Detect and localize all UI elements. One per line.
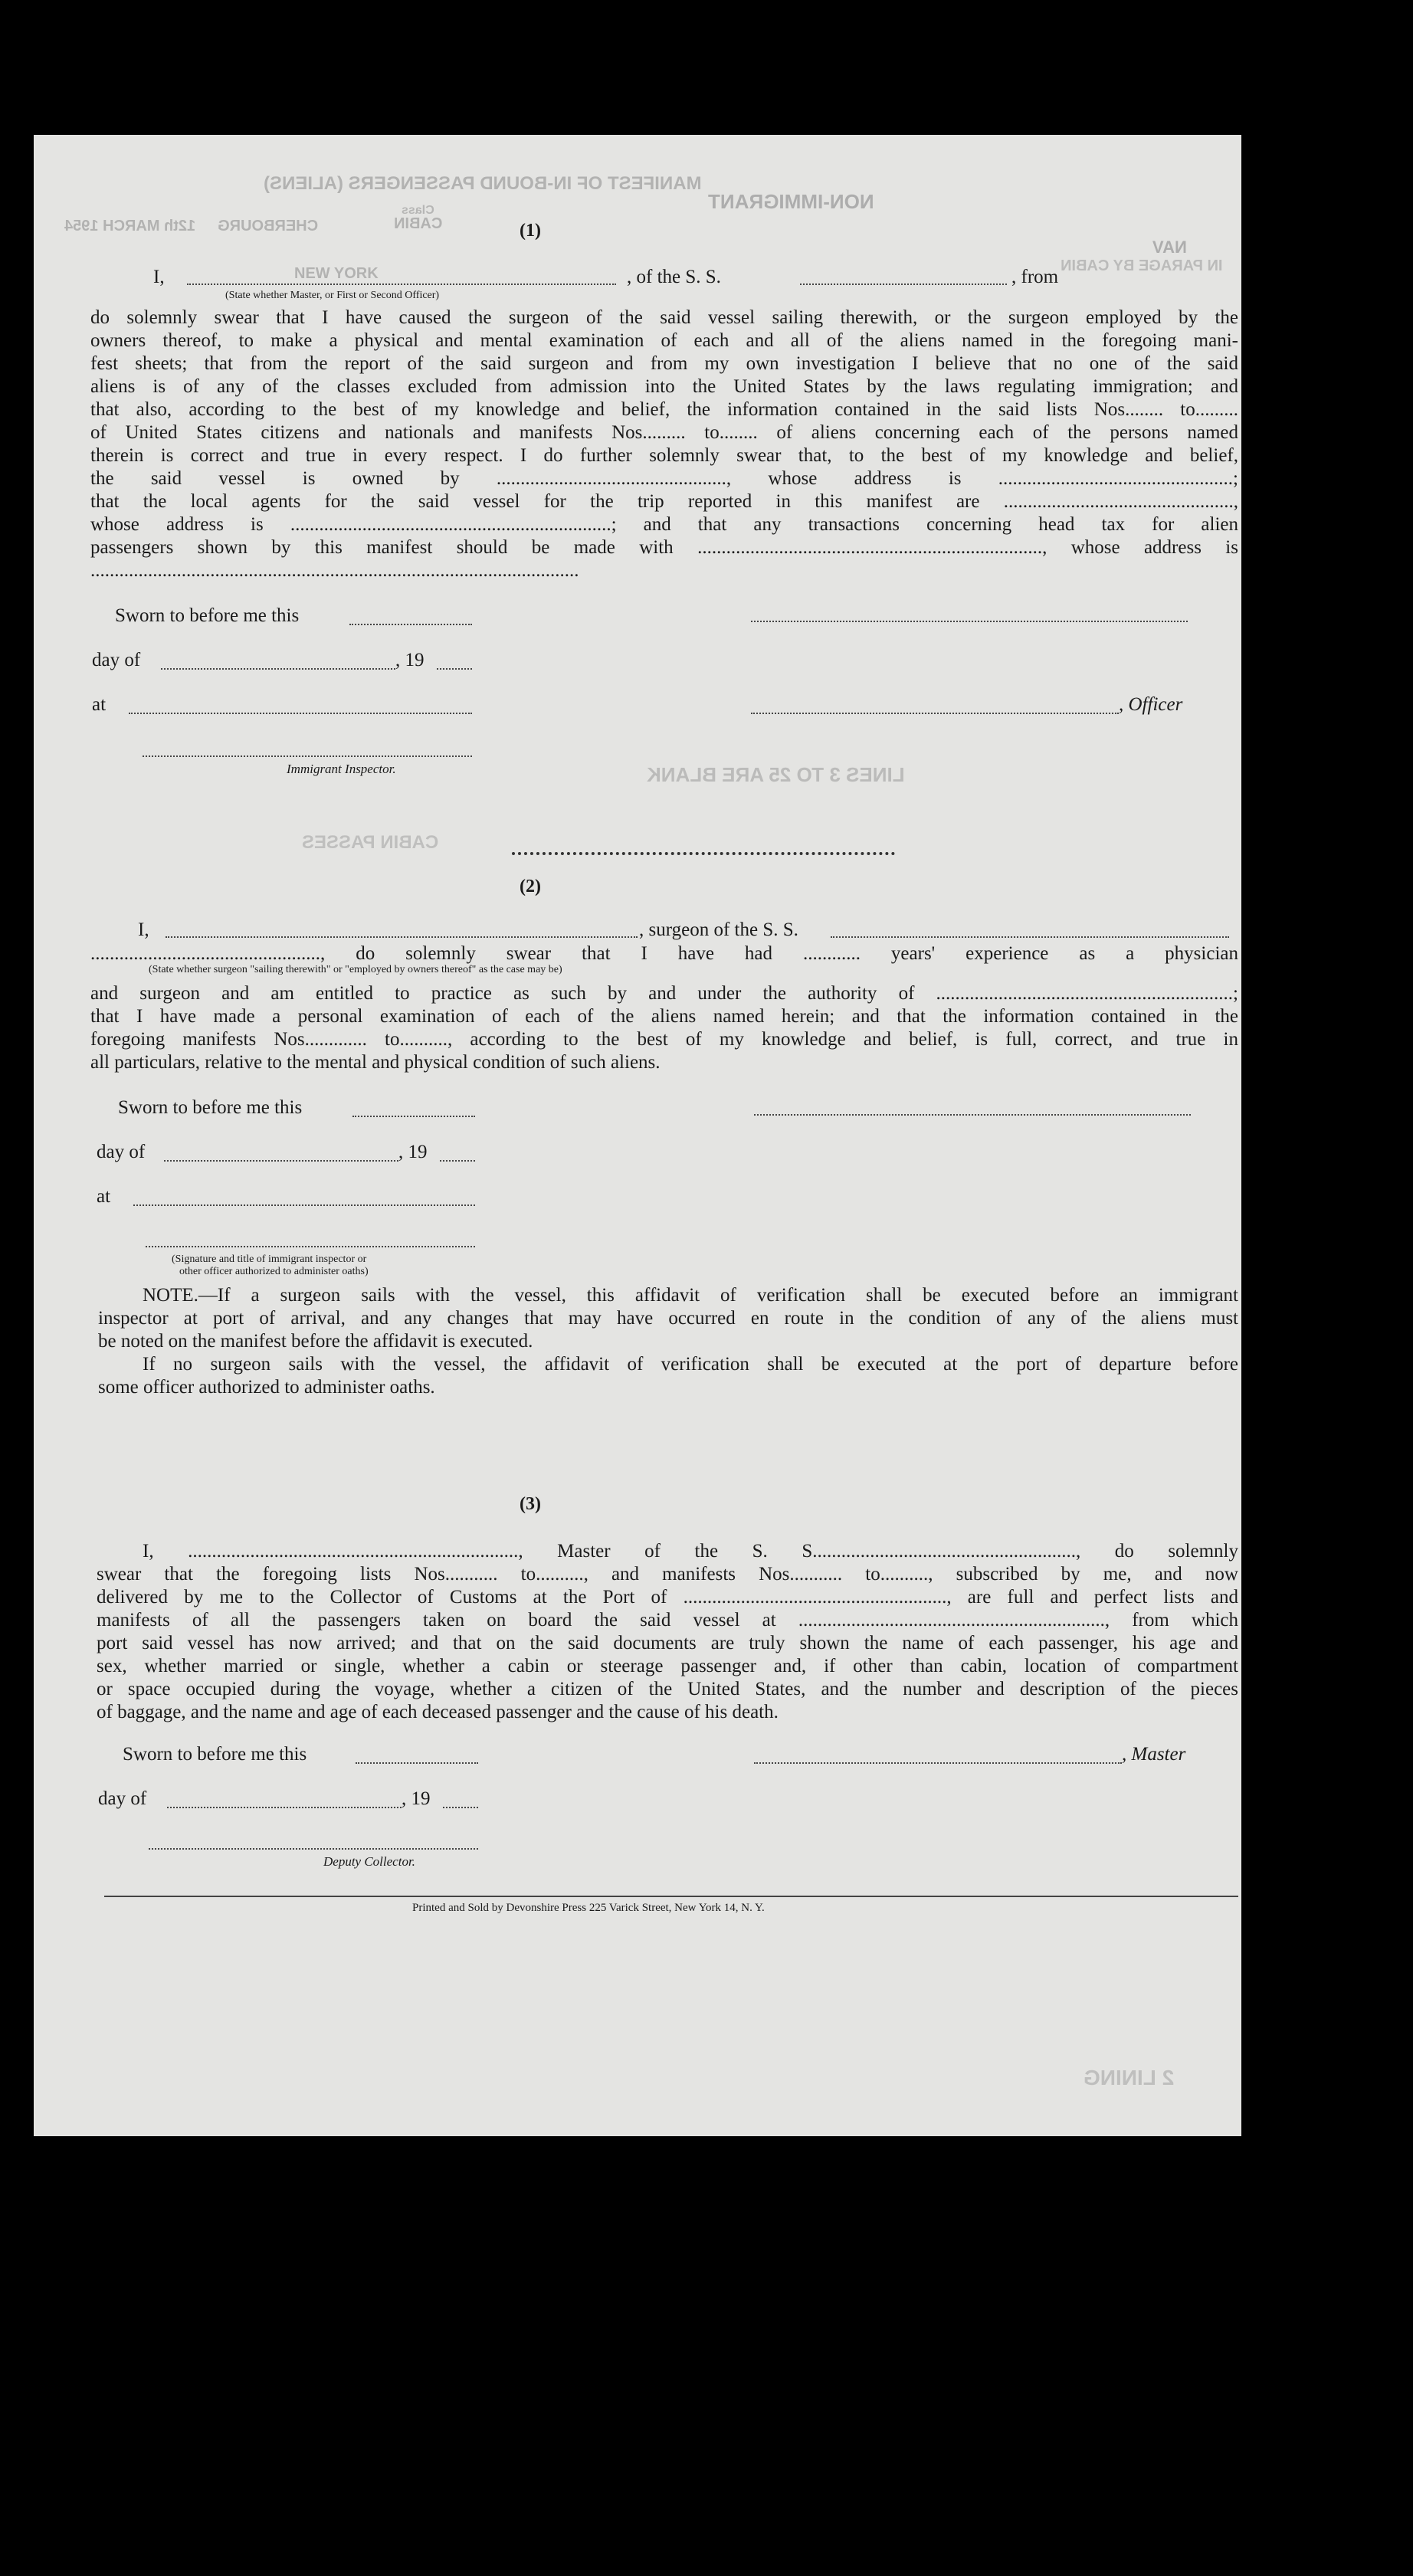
master-name-line [187,283,616,285]
punch-hole [1297,269,1336,309]
section-1-at-line [129,713,472,714]
section-1-day-of: day of [92,650,141,670]
punch-hole [1297,660,1336,700]
section-2-signature-line[interactable] [754,1114,1191,1116]
section-3-master: , Master [1122,1744,1186,1765]
section-1-line-10: whose address is ...................................................................; and that any transactions concerning head tax for alien [90,514,1238,535]
surgeon-name-line [166,936,638,938]
section-2-i: I, [138,919,149,940]
faint-non-immigrant: NON-IMMIGRANT [708,190,874,213]
note-line-3: be noted on the manifest before the affidavit is executed. [98,1331,533,1352]
section-1-year-line [437,668,472,670]
section-1-sworn: Sworn to before me this [115,605,300,626]
punch-hole [1297,331,1336,371]
section-3-day-of: day of [98,1788,147,1809]
section-1-line-11: passengers shown by this manifest should be made with ........................................................................, whose address is [90,537,1238,558]
section-1-inspector-line[interactable] [143,755,472,757]
note-line-5: some officer authorized to administer oaths. [98,1377,435,1398]
section-1-inspector: Immigrant Inspector. [287,762,396,776]
printer-credit: Printed and Sold by Devonshire Press 225 Varick Street, New York 14, N. Y. [412,1902,765,1914]
section-3-collector: Deputy Collector. [323,1854,415,1869]
punch-hole [1297,1939,1336,1978]
section-2-day-line [164,1160,398,1162]
punch-hole [1297,1122,1336,1162]
officer-note: (State whether Master, or First or Second Officer) [225,290,440,301]
section-2-at: at [97,1186,111,1207]
section-1-line-8: the said vessel is owned by ................................................, whose address is .................................................; [90,468,1238,489]
section-1-line-12: ...................................................................................................... [90,560,579,581]
faint-right-cabin: IN PARAGE BY CABIN [1061,257,1223,274]
section-1-line-6: of United States citizens and nationals and manifests Nos......... to........ of aliens concerning each of the persons named [90,422,1238,443]
section-3-master-line[interactable] [754,1762,1122,1764]
faint-cabin-passes-stamp: CABIN PASSES [302,832,439,853]
section-3-year: , 19 [402,1788,431,1809]
section-2-inspector-line[interactable] [146,1246,475,1247]
section-2-line-5: foregoing manifests Nos............. to.........., according to the best of my knowledge and belief, is full, correct, and true in [90,1029,1238,1050]
section-3-line-6: sex, whether married or single, whether a cabin or steerage passenger and, if other than cabin, location of compartment [97,1656,1238,1676]
section-1-number: (1) [520,221,541,241]
section-1-officer-line[interactable] [751,713,1119,714]
section-3-line-5: port said vessel has now arrived; and that on the said documents are truly shown the name of each passenger, his age and [97,1633,1238,1653]
section-1-of-ss: , of the S. S. [627,267,721,287]
section-2-sailing-note: (State whether surgeon "sailing therewith" or "employed by owners thereof" as the case may be) [149,964,562,975]
punch-hole [1297,2056,1336,2096]
section-3-line-7: or space occupied during the voyage, whether a citizen of the United States, and the number and description of the pieces [97,1679,1238,1699]
faint-date: 12th MARCH 1954 [64,218,196,234]
punch-hole [1297,780,1336,820]
faint-cabin: CABIN [394,215,443,232]
section-3-collector-line[interactable] [149,1848,478,1850]
section-3-line-8: of baggage, and the name and age of each deceased passenger and the cause of his death. [97,1702,779,1722]
section-1-line-1: do solemnly swear that I have caused the surgeon of the said vessel sailing therewith, or the surgeon employed by the [90,307,1238,328]
section-1-sworn-line [349,624,472,625]
section-2-sig-note-1: (Signature and title of immigrant inspector or [172,1254,367,1265]
section-2-line-6: all particulars, relative to the mental and physical condition of such aliens. [90,1052,661,1073]
section-1-line-3: fest sheets; that from the report of the said surgeon and from my own investigation I believe that no one of the said [90,353,1238,374]
section-2-line-4: that I have made a personal examination of each of the aliens named herein; and that the information contained in the [90,1006,1238,1027]
section-1-line-9: that the local agents for the said vessel for the trip reported in this manifest are ................................................, [90,491,1238,512]
section-3-sworn: Sworn to before me this [123,1744,307,1765]
section-2-sworn: Sworn to before me this [118,1097,303,1118]
section-2-line-3: and surgeon and am entitled to practice as such by and under the authority of ..............................................................; [90,983,1238,1004]
section-1-line-4: aliens is of any of the classes excluded from admission into the United States by the laws regulating immigration; and [90,376,1238,397]
section-2-year-line [440,1160,475,1162]
note-line-1: NOTE.—If a surgeon sails with the vessel, this affidavit of verification shall be executed before an immigrant [143,1285,1238,1306]
stamp-dotted-line [512,852,895,855]
faint-class-label: Class [402,204,434,217]
faint-manifest-title: MANIFEST OF IN-BOUND PASSENGERS (ALIENS) [264,173,702,194]
note-line-2: inspector at port of arrival, and any changes that may have occurred en route in the condition of any of the aliens must [98,1308,1238,1329]
section-2-day-of: day of [97,1142,146,1162]
punch-hole [1297,1450,1336,1490]
section-3-day-line [167,1807,402,1808]
section-3-number: (3) [520,1494,541,1514]
section-2-sig-note-2: other officer authorized to administer oaths) [179,1266,369,1277]
section-1-officer: , Officer [1119,694,1183,715]
footer-rule [104,1896,1238,1897]
section-3-line-2: swear that the foregoing lists Nos........... to.........., and manifests Nos........... to.........., subscribed by me, and now [97,1564,1238,1585]
handwritten-new-york: NEW YORK [294,265,379,282]
section-3-line-4: manifests of all the passengers taken on board the said vessel at ................................................................, from which [97,1610,1238,1630]
section-3-year-line [443,1807,478,1808]
section-2-at-line [133,1204,475,1206]
section-3-line-1: I, ....................................................................., Master of the S. S......................................................., do solemnly [143,1541,1238,1562]
section-1-at: at [92,694,107,715]
vessel-name-line [800,283,1007,285]
faint-bottom-stamp: 2 LINING [1084,2066,1175,2089]
section-1-day-line [161,668,395,670]
section-1-line-2: owners thereof, to make a physical and mental examination of each and all of the aliens named in the foregoing mani- [90,330,1238,351]
faint-right-nav: NAV [1152,238,1187,257]
section-2-line-2: ................................................, do solemnly swear that I have had ............ years' experience as a physician [90,943,1238,964]
section-3-line-3: delivered by me to the Collector of Customs at the Port of ......................................................., are full and perfect lists and [97,1587,1238,1608]
section-2-sworn-line [352,1116,475,1117]
section-2-vessel-line [831,936,1229,938]
section-1-year: , 19 [395,650,425,670]
faint-lines-blank-stamp: LINES 3 TO 25 ARE BLANK [647,763,905,786]
punch-hole [1297,172,1336,212]
section-1-line-5: that also, according to the best of my knowledge and belief, the information contained in the said lists Nos........ to......... [90,399,1238,420]
section-1-i: I, [153,267,165,287]
note-line-4: If no surgeon sails with the vessel, the affidavit of verification shall be executed at the port of departure before [143,1354,1238,1375]
faint-from: CHERBOURG [218,218,319,234]
section-2-number: (2) [520,877,541,896]
section-3-sworn-line [356,1762,478,1764]
section-1-from: , from [1011,267,1059,287]
section-1-line-7: therein is correct and true in every respect. I do further solemnly swear that, to the best of my knowledge and belief, [90,445,1238,466]
section-1-signature-line[interactable] [751,621,1188,622]
section-2-year: , 19 [398,1142,428,1162]
manifest-page [34,135,1241,2136]
section-2-surgeon-of: , surgeon of the S. S. [639,919,798,940]
punch-hole [1297,1568,1336,1608]
